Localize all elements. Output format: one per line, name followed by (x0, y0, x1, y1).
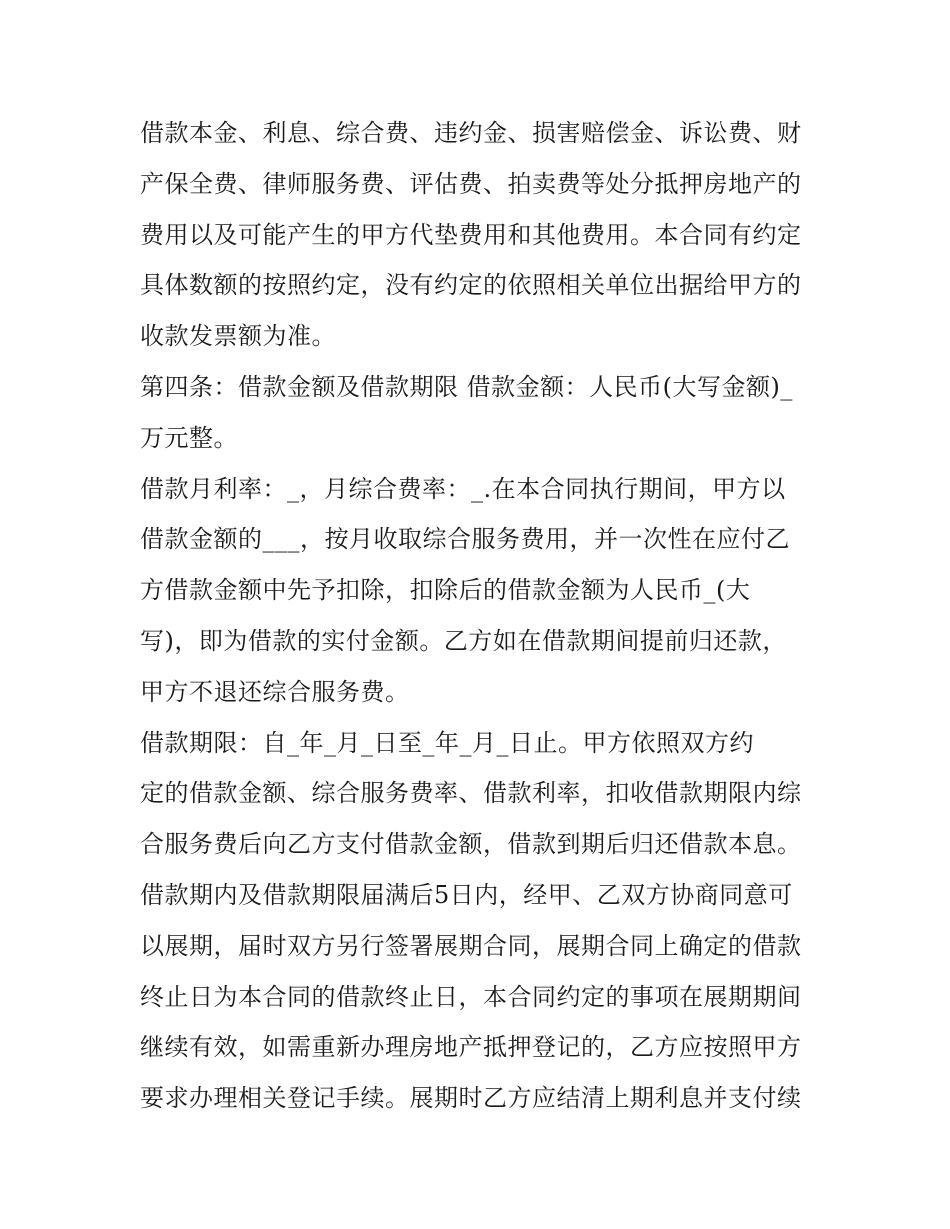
interest-rate-line: 借款月利率：_，月综合费率：_.在本合同执行期间，甲方以 (140, 474, 786, 503)
extension-line: 借款期内及借款期限届满后5日内，经甲、乙双方协商同意可 (140, 880, 793, 909)
text-line: 终止日为本合同的借款终止日，本合同约定的事项在展期期间 (140, 982, 802, 1011)
text-line: 要求办理相关登记手续。展期时乙方应结清上期利息并支付续 (140, 1084, 802, 1113)
contract-text-body (140, 108, 820, 1124)
text-line: 甲方不退还综合服务费。 (140, 677, 410, 706)
text-line: 以展期，届时双方另行签署展期合同，展期合同上确定的借款 (140, 931, 802, 960)
text-line: 借款本金、利息、综合费、违约金、损害赔偿金、诉讼费、财 (140, 119, 802, 147)
article-4-heading-line: 第四条：借款金额及借款期限 借款金额：人民币(大写金额)_ (140, 372, 793, 401)
text-line: 合服务费后向乙方支付借款金额，借款到期后归还借款本息。 (140, 830, 802, 859)
text-line: 继续有效，如需重新办理房地产抵押登记的，乙方应按照甲方 (140, 1033, 802, 1062)
text-line: 写)，即为借款的实付金额。乙方如在借款期间提前归还款， (140, 626, 787, 655)
loan-term-line: 借款期限：自_年_月_日至_年_月_日止。甲方依照双方约 (140, 728, 754, 757)
text-line: 方借款金额中先予扣除，扣除后的借款金额为人民币_(大 (140, 576, 751, 605)
text-line: 定的借款金额、综合服务费率、借款利率，扣收借款期限内综 (140, 779, 802, 808)
text-line: 借款金额的___，按月收取综合服务费用，并一次性在应付乙 (140, 525, 790, 554)
text-line: 收款发票额为准。 (140, 322, 336, 351)
text-line: 产保全费、律师服务费、评估费、拍卖费等处分抵押房地产的 (140, 169, 802, 198)
text-line: 具体数额的按照约定，没有约定的依照相关单位出据给甲方的 (140, 271, 802, 300)
text-line: 费用以及可能产生的甲方代垫费用和其他费用。本合同有约定 (140, 220, 802, 249)
text-line: 万元整。 (140, 423, 238, 452)
